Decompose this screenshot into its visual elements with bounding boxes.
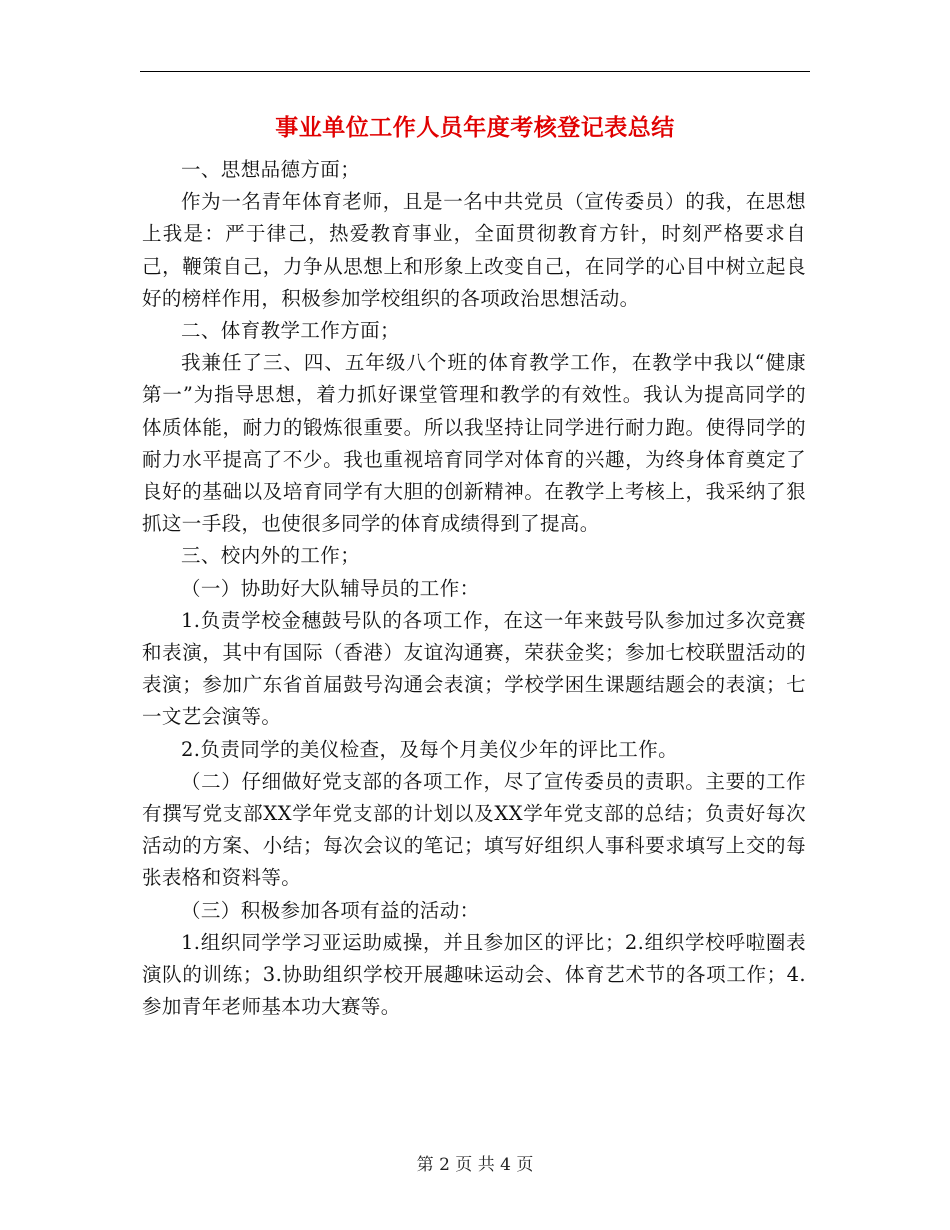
- page-number: 第 2 页 共 4 页: [416, 1155, 534, 1175]
- paragraph-activities: 1.组织同学学习亚运助威操，并且参加区的评比；2.组织学校呼啦圈表演队的训练；3.协助组织学校开展趣味运动会、体育艺术节的各项工作；4.参加青年老师基本功大赛等。: [142, 930, 806, 1019]
- paragraph-teaching: 我兼任了三、四、五年级八个班的体育教学工作，在教学中我以“健康第一”为指导思想，着力抓好课堂管理和教学的有效性。我认为提高同学的体质体能，耐力的锻炼很重要。所以我坚持让同学进行耐力跑。使得同学的耐力水平提高了不少。我也重视培育同学对体育的兴趣，为终身体育奠定了良好的基础以及培育同学有大胆的创新精神。在教学上考核上，我采纳了狠抓这一手段，也使很多同学的体育成绩得到了提高。: [142, 351, 806, 536]
- item-appearance-check: 2.负责同学的美仪检查，及每个月美仪少年的评比工作。: [181, 737, 679, 761]
- subheading-assist-counselor: （一）协助好大队辅导员的工作：: [181, 576, 480, 600]
- subheading-activities: （三）积极参加各项有益的活动：: [181, 898, 480, 922]
- section-heading-school-work: 三、校内外的工作；: [181, 544, 361, 568]
- section-heading-ideology: 一、思想品德方面；: [181, 158, 361, 181]
- header-rule: [140, 71, 810, 72]
- document-title: 事业单位工作人员年度考核登记表总结: [275, 114, 675, 141]
- paragraph-ideology: 作为一名青年体育老师，且是一名中共党员（宣传委员）的我，在思想上我是：严于律己，热爱教育事业，全面贯彻教育方针，时刻严格要求自己，鞭策自己，力争从思想上和形象上改变自己，在同学的心目中树立起良好的榜样作用，积极参加学校组织的各项政治思想活动。: [142, 190, 806, 310]
- paragraph-party-branch: （二）仔细做好党支部的各项工作，尽了宣传委员的责职。主要的工作有撰写党支部XX学年党支部的计划以及XX学年党支部的总结；负责好每次活动的方案、小结；每次会议的笔记；填写好组织人事科要求填写上交的每张表格和资料等。: [142, 769, 806, 890]
- document-body: [142, 154, 806, 1023]
- section-heading-teaching: 二、体育教学工作方面；: [181, 319, 400, 343]
- item-drum-band: 1.负责学校金穗鼓号队的各项工作，在这一年来鼓号队参加过多次竞赛和表演，其中有国际（香港）友谊沟通赛，荣获金奖；参加七校联盟活动的表演；参加广东省首届鼓号沟通会表演；学校学困生课题结题会的表演；七一文艺会演等。: [142, 608, 806, 729]
